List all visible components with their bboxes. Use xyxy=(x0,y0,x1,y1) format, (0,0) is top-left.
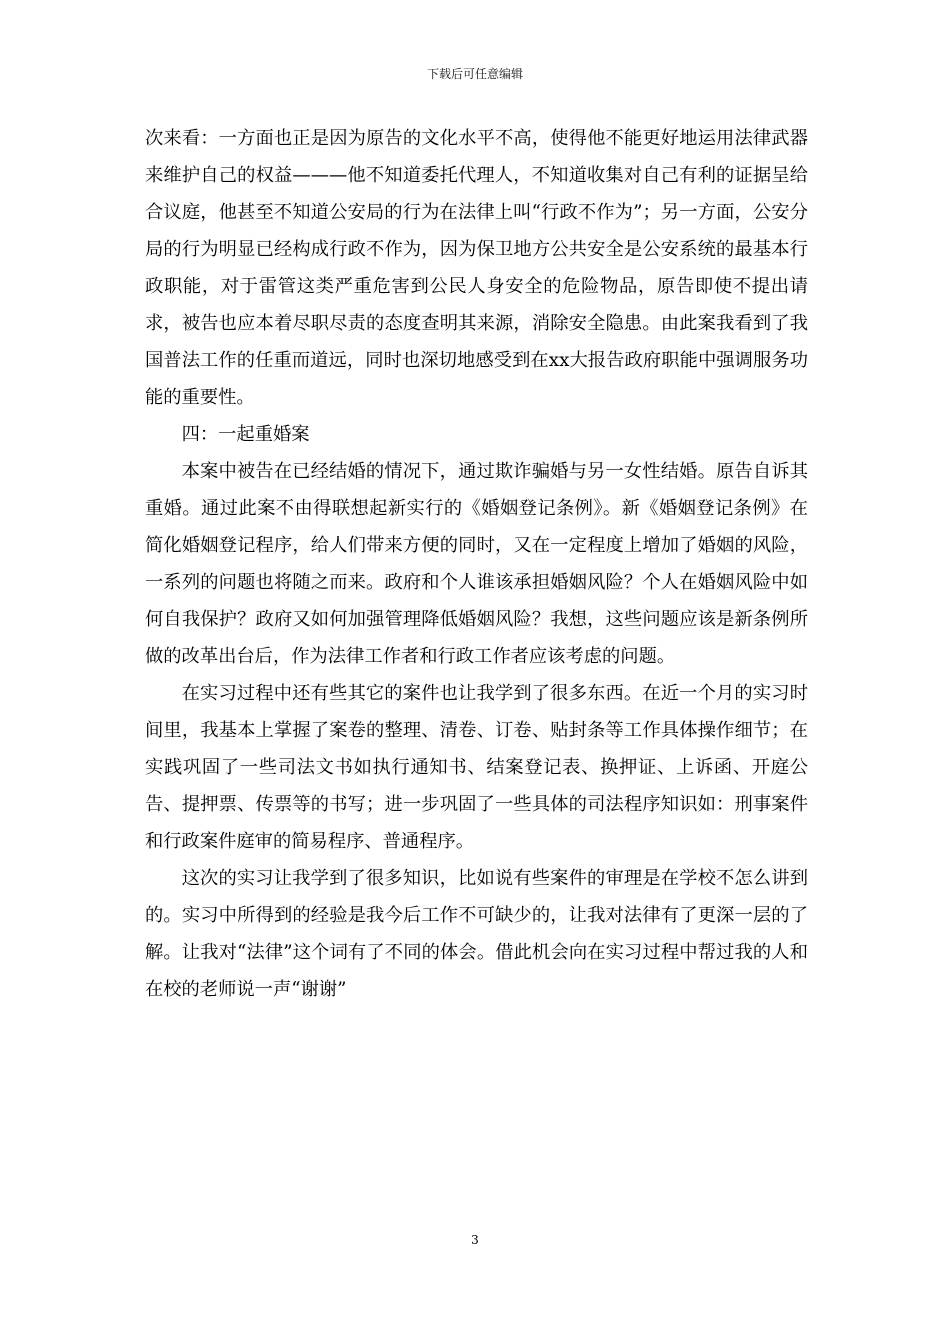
paragraph-internship-learning: 在实习过程中还有些其它的案件也让我学到了很多东西。在近一个月的实习时间里，我基本上掌握了案卷的整理、清卷、订卷、贴封条等工作具体操作细节；在实践巩固了一些司法文书如执行通知书、结案登记表、换押证、上诉函、开庭公告、提押票、传票等的书写；进一步巩固了一些具体的司法程序知识如：刑事案件和行政案件庭审的简易程序、普通程序。 xyxy=(145,683,808,852)
document-body xyxy=(145,120,808,1008)
section-heading-bigamy-case: 四：一起重婚案 xyxy=(181,424,310,445)
paragraph-continued-analysis: 次来看：一方面也正是因为原告的文化水平不高，使得他不能更好地运用法律武器来维护自己的权益———他不知道委托代理人，不知道收集对自己有利的证据呈给合议庭，他甚至不知道公安局的行为在法律上叫“行政不作为”；另一方面，公安分局的行为明显已经构成行政不作为，因为保卫地方公共安全是公安系统的最基本行政职能，对于雷管这类严重危害到公民人身安全的危险物品，原告即使不提出请求，被告也应本着尽职尽责的态度查明其来源，消除安全隐患。由此案我看到了我国普法工作的任重而道远，同时也深切地感受到在xx大报告政府职能中强调服务功能的重要性。 xyxy=(145,128,808,408)
page-header: 下载后可任意编辑 xyxy=(426,67,523,81)
paragraph-bigamy-case: 本案中被告在已经结婚的情况下，通过欺诈骗婚与另一女性结婚。原告自诉其重婚。通过此案不由得联想起新实行的《婚姻登记条例》。新《婚姻登记条例》在简化婚姻登记程序，给人们带来方便的同时，又在一定程度上增加了婚姻的风险，一系列的问题也将随之而来。政府和个人谁该承担婚姻风险？个人在婚姻风险中如何自我保护？政府又如何加强管理降低婚姻风险？我想，这些问题应该是新条例所做的改革出台后，作为法律工作者和行政工作者应该考虑的问题。 xyxy=(145,461,808,667)
paragraph-conclusion: 这次的实习让我学到了很多知识，比如说有些案件的审理是在学校不怎么讲到的。实习中所得到的经验是我今后工作不可缺少的，让我对法律有了更深一层的了解。让我对“法律”这个词有了不同的体会。借此机会向在实习过程中帮过我的人和在校的老师说一声“谢谢” xyxy=(145,868,808,1000)
page-number: 3 xyxy=(471,1233,479,1247)
